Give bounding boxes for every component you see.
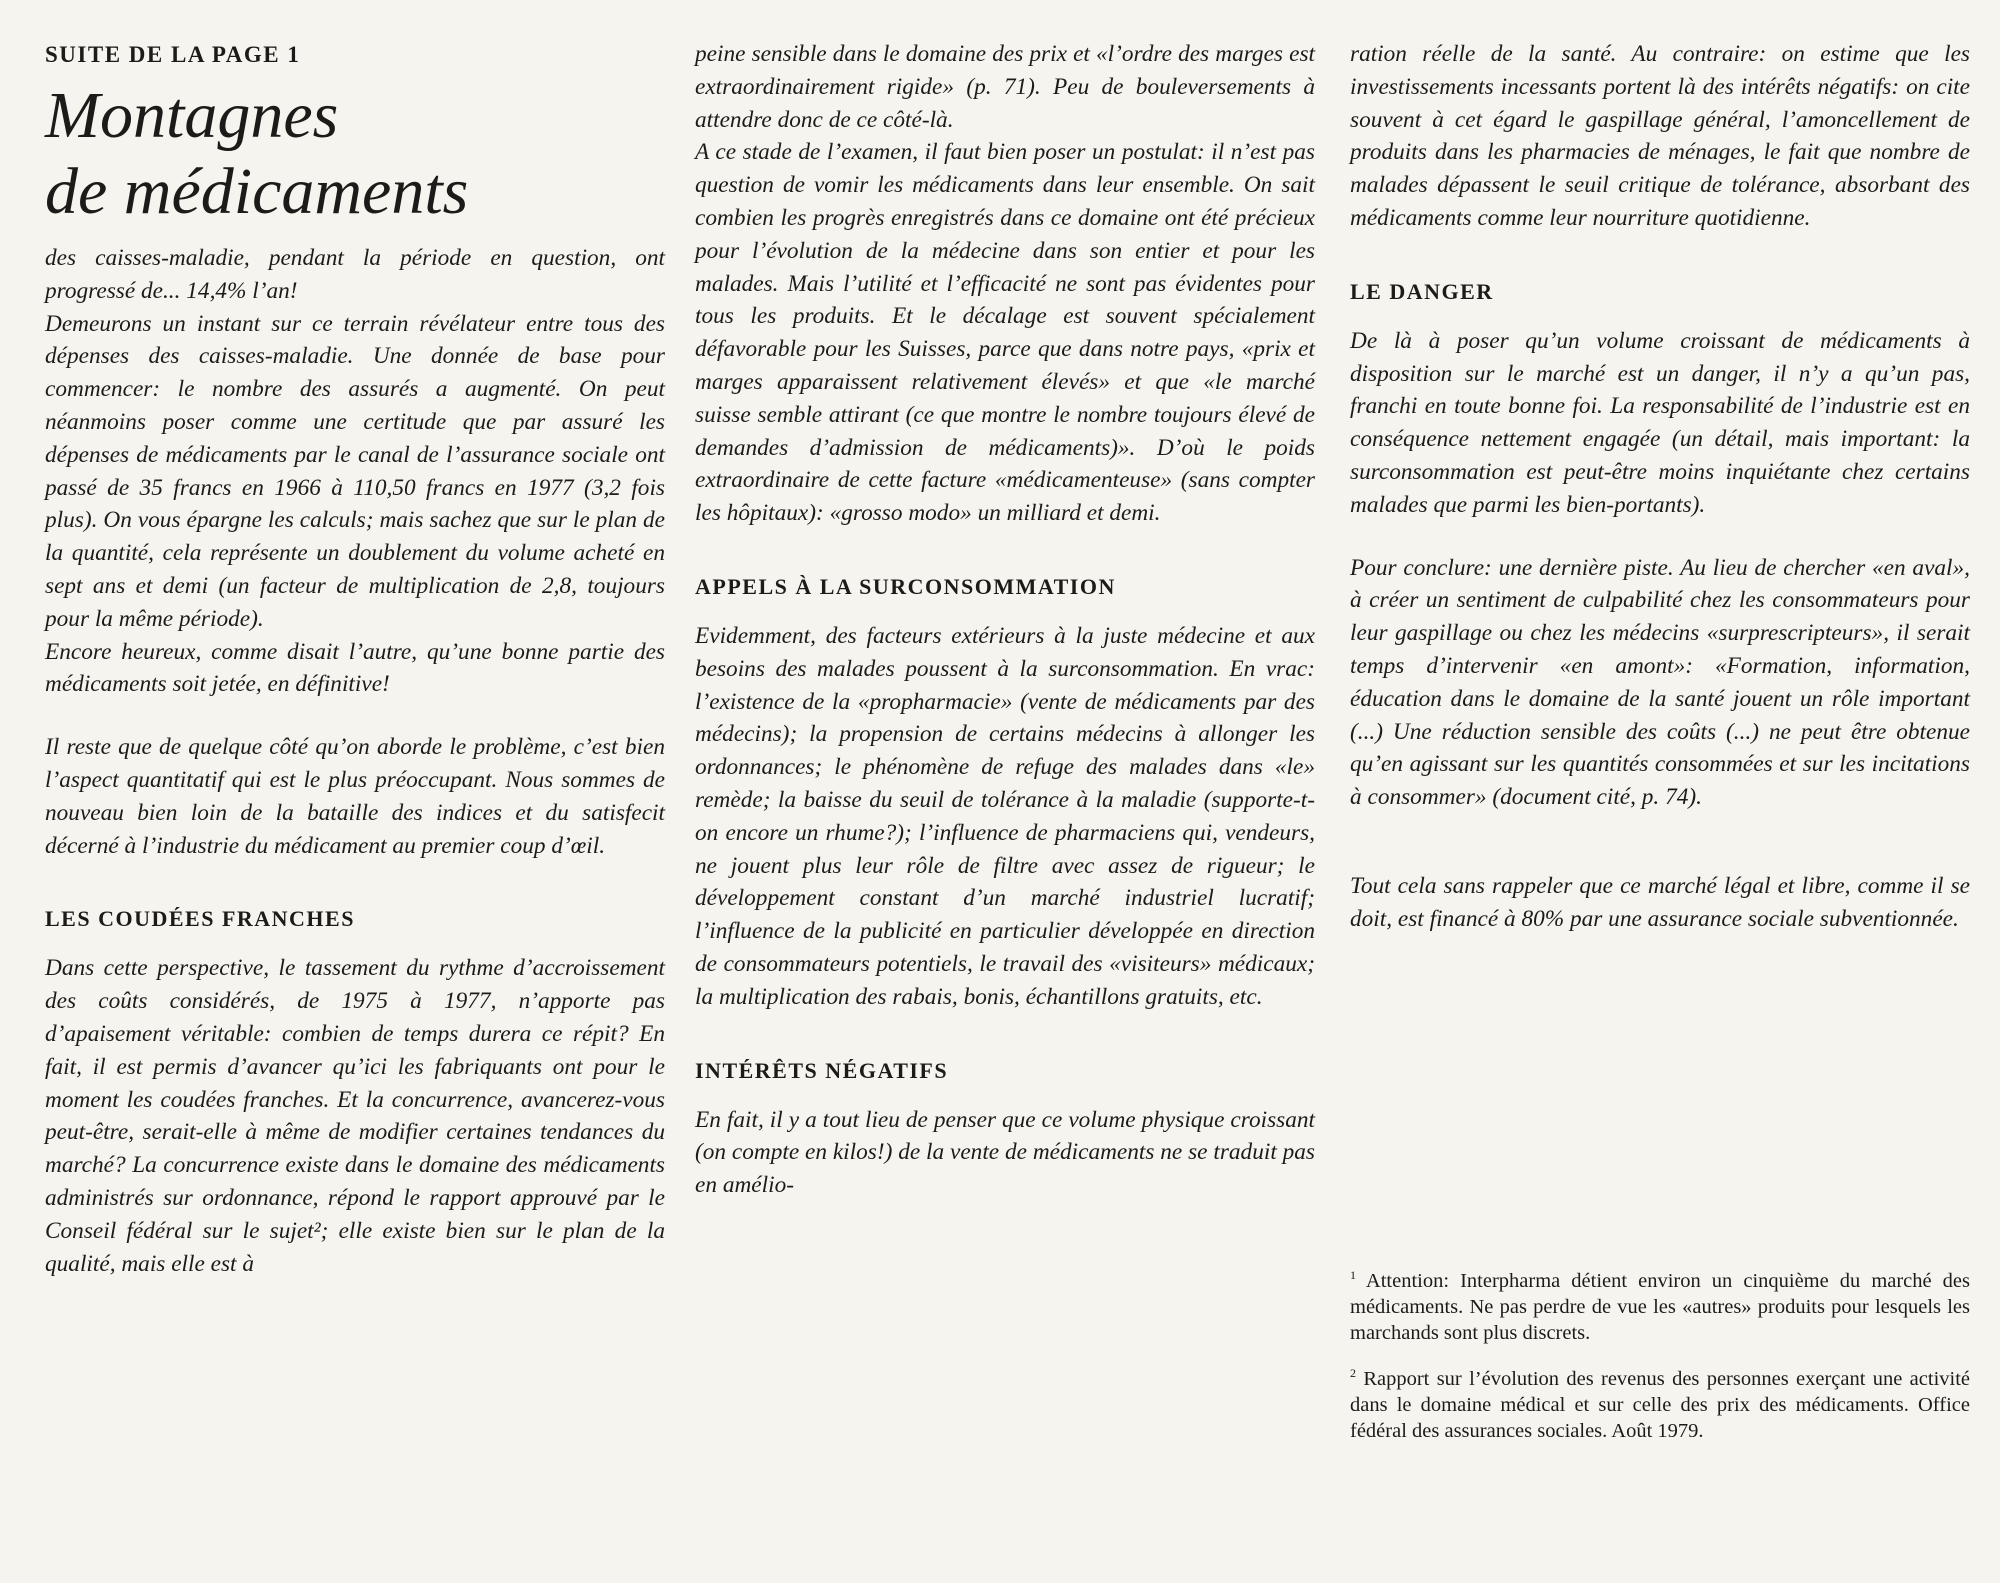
headline-line-2: de médicaments: [45, 155, 469, 228]
footnote-text: Rapport sur l’évolution des revenus des personnes exerçant une activité dans le domaine médical et sur celle des prix des médicaments. Office fédéral des assurances sociales. Août 1979.: [1350, 1367, 1970, 1442]
section-heading: LE DANGER: [1350, 278, 1494, 304]
section-heading: APPELS À LA SURCONSOMMATION: [695, 573, 1116, 599]
column-1: [45, 38, 665, 1280]
footnote-marker: 1: [1350, 1268, 1356, 1282]
continuation-kicker: SUITE DE LA PAGE 1: [45, 42, 301, 67]
paragraph: Dans cette perspective, le tassement du rythme d’accroissement des coûts considérés, de 1975 à 1977, n’apporte pas d’apaisement véritable: combien de temps durera ce répit? En fait, il est permis d’avancer qu’ici les fabriquants ont pour le moment les coudées franches. Et la concurrence, avancerez-vous peut-être, serait-elle à même de modifier certaines tendances du marché? La concurrence existe dans le domaine des médicaments administrés sur ordonnance, répond le rapport approuvé par le Conseil fédéral sur le sujet²; elle existe bien sur le plan de la qualité, mais elle est à: [45, 955, 665, 1277]
paragraph: Demeurons un instant sur ce terrain révélateur entre tous des dépenses des caisses-maladie. Une donnée de base pour commencer: le nombre des assurés a augmenté. On peut néanmoins poser comme une certitude que par assuré les dépenses de médicaments par le canal de l’assurance sociale ont passé de 35 francs en 1966 à 110,50 francs en 1977 (3,2 fois plus). On vous épargne les calculs; mais sachez que sur le plan de la quantité, cela représente un doublement du volume acheté en sept ans et demi (un facteur de multiplication de 2,8, toujours pour la même période).: [45, 310, 665, 632]
paragraph: peine sensible dans le domaine des prix et «l’ordre des marges est extraordinairement rigide» (p. 71). Peu de bouleversements à attendre donc de ce côté-là.: [695, 41, 1315, 133]
paragraph: Evidemment, des facteurs extérieurs à la juste médecine et aux besoins des malades poussent à la surconsommation. En vrac: l’existence de la «propharmacie» (vente de médicaments par des médecins); la propension de certains médecins à allonger les ordonnances; le phénomène de refuge des malades dans «le» remède; la baisse du seuil de tolérance à la maladie (supporte-t-on encore un rhume?); l’influence de pharmaciens qui, vendeurs, ne jouent plus leur rôle de filtre avec assez de rigueur; le développement constant d’un marché industriel lucratif; l’influence de la publicité en particulier développée en direction de consommateurs potentiels, le travail des «visiteurs» médicaux; la multiplication des rabais, bonis, échantillons gratuits, etc.: [695, 622, 1315, 1010]
paragraph: Pour conclure: une dernière piste. Au lieu de chercher «en aval», à créer un sentiment de culpabilité chez les consommateurs pour leur gaspillage ou chez les médecins «surprescripteurs», il serait temps d’intervenir «en amont»: «Formation, information, éducation dans le domaine de la santé jouent un rôle important (...) Une réduction sensible des coûts (...) ne peut être obtenue qu’en agissant sur les quantités consommées et sur les incitations à consommer» (document cité, p. 74).: [1350, 554, 1970, 811]
column-2: [695, 38, 1315, 1202]
paragraph: ration réelle de la santé. Au contraire: on estime que les investissements incessants portent là des intérêts négatifs: on cite souvent à cet égard le gaspillage général, l’amoncellement de produits dans les pharmacies de ménages, le fait que nombre de malades dépassent le seuil critique de tolérance, absorbant des médicaments comme leur nourriture quotidienne.: [1350, 41, 1970, 231]
section-heading: INTÉRÊTS NÉGATIFS: [695, 1057, 949, 1083]
paragraph: De là à poser qu’un volume croissant de médicaments à disposition sur le marché est un danger, il n’y a qu’un pas, franchi en toute bonne foi. La responsabilité de l’industrie est en conséquence nettement engagée (un détail, mais important: la surconsommation est peut-être moins inquiétante chez certains malades que parmi les bien-portants).: [1350, 327, 1970, 518]
footnote-text: Attention: Interpharma détient environ un cinquième du marché des médicaments. Ne pas perdre de vue les «autres» produits pour lesquels les marchands sont plus discrets.: [1350, 1269, 1971, 1344]
column-3: [1350, 38, 1970, 936]
footnotes: [1350, 1262, 1970, 1444]
paragraph: des caisses-maladie, pendant la période en question, ont progressé de... 14,4% l’an!: [45, 245, 665, 304]
paragraph: Il reste que de quelque côté qu’on aborde le problème, c’est bien l’aspect quantitatif qui est le plus préoccupant. Nous sommes de nouveau bien loin de la bataille des indices et du satisfecit décerné à l’industrie du médicament au premier coup d’œil.: [45, 734, 665, 859]
paragraph: Tout cela sans rappeler que ce marché légal et libre, comme il se doit, est financé à 80% par une assurance sociale subventionnée.: [1350, 872, 1970, 932]
paragraph: En fait, il y a tout lieu de penser que ce volume physique croissant (on compte en kilos!) de la vente de médicaments ne se traduit pas en amélio-: [695, 1106, 1315, 1199]
footnote-1: [1350, 1262, 1970, 1346]
paragraph: A ce stade de l’examen, il faut bien poser un postulat: il n’est pas question de vomir les médicaments dans leur ensemble. On sait combien les progrès enregistrés dans ce domaine ont été précieux pour l’évolution de la médecine dans son entier et pour les malades. Mais l’utilité et l’efficacité ne sont pas évidentes pour tous les produits. Et le décalage est souvent spécialement défavorable pour les Suisses, parce que dans notre pays, «prix et marges apparaissent relativement élevés» et que «le marché suisse semble attirant (ce que montre le nombre toujours élevé de demandes d’admission de médicaments)». D’où le poids extraordinaire de cette facture «médicamenteuse» (sans compter les hôpitaux): «grosso modo» un milliard et demi.: [695, 139, 1315, 527]
footnote-marker: 2: [1350, 1365, 1356, 1380]
footnote-2: [1350, 1360, 1970, 1444]
section-heading: LES COUDÉES FRANCHES: [45, 906, 355, 932]
article-headline: [45, 78, 665, 230]
headline-line-1: Montagnes: [45, 79, 339, 152]
paragraph: Encore heureux, comme disait l’autre, qu’une bonne partie des médicaments soit jetée, en définitive!: [45, 638, 665, 698]
